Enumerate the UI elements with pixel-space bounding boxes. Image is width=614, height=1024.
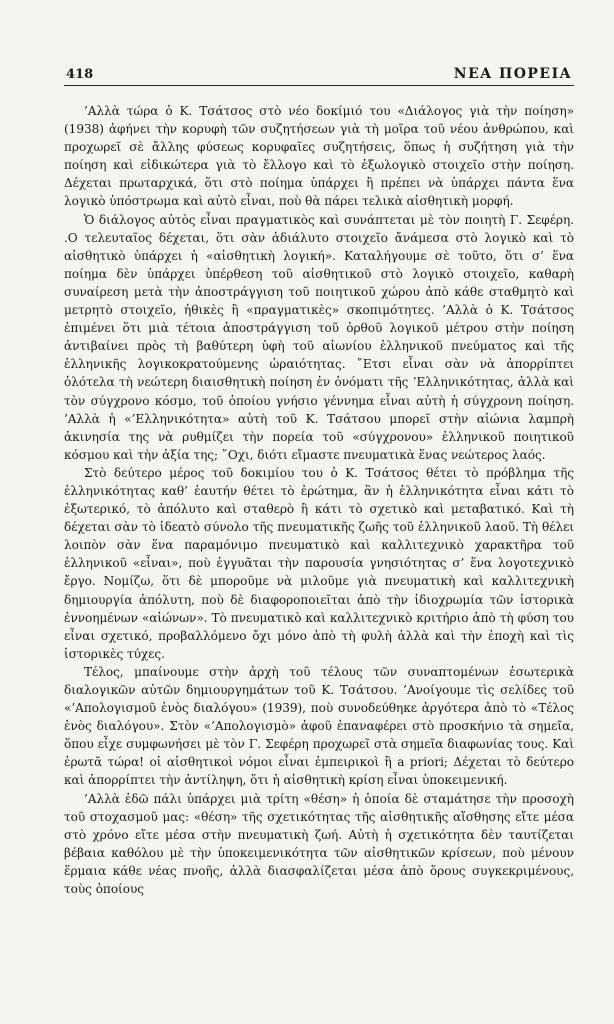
page-number: 418 [66,67,94,82]
article-body [64,102,574,898]
paragraph: Στὸ δεύτερο μέρος τοῦ δοκιμίου του ὁ Κ. Τσάτσος θέτει τὸ πρόβλημα τῆς ἑλληνικότητας καθ’ ἑαυτήν θέτει τὸ ἐρώτημα, ἂν ἡ ἑλληνικότητα εἶναι κάτι τὸ ἐξωτερικό, τὸ ἀπόλυτο καὶ σταθερὸ ἢ κάτι τὸ σχετικὸ καὶ μεταβατικό. Καὶ τὴ δέχεται σὰν τὸ ἰδεατὸ σύνολο τῆς πνευματικῆς ζωῆς τοῦ ἑλληνικοῦ λαοῦ. Τὴ θέλει λοιπὸν σὰν ἕνα παραμόνιμο πνευματικὸ καὶ καλλιτεχνικὸ χαρακτῆρα τοῦ ἑλληνικοῦ «εἶναι», ποὺ ἐγγυᾶται τὴν παρουσία γνησιότητας σ’ ἕνα λογοτεχνικὸ ἔργο. Νομίζω, ὅτι δὲ μποροῦμε νὰ μιλοῦμε γιὰ πνευματικὴ καὶ καλλιτεχνικὴ δημιουργία ἀπόλυτη, ποὺ δὲ διαφοροποιεῖται ἀπὸ τὴν ἰδιοχρωμία τῶν ἱστορικὰ ἐννοημένων «αἰώνων». Τὸ πνευματικὸ καὶ καλλιτεχνικὸ κριτήριο ἀπὸ τὴ φύση του εἶναι σχετικό, προβαλλόμενο ὄχι μόνο ἀπὸ τὴ φυλὴ ἀλλὰ καὶ τὴν ἐποχὴ καὶ τὶς ἱστορικὲς τύχες. [64,465,574,661]
journal-title: ΝΕΑ ΠΟΡΕΙΑ [453,66,572,82]
paragraph: Τέλος, μπαίνουμε στὴν ἀρχὴ τοῦ τέλους τῶν συναπτομένων ἐσωτερικὰ διαλογικῶν αὐτῶν δημιουργημάτων τοῦ Κ. Τσάτσου. ’Ανοίγουμε τὶς σελίδες τοῦ «’Απολογισμοῦ ἑνὸς διαλόγου» (1939), ποὺ συνοδεύθηκε ἀργότερα ἀπὸ τὸ «Τέλος ἑνὸς διαλόγου». Στὸν «’Απολογισμὸ» ἀφοῦ ἐπαναφέρει στὸ προσκήνιο τὰ σημεῖα, ὅπου εἶχε συμφωνήσει μὲ τὸν Γ. Σεφέρη προχωρεῖ στὰ σημεῖα διαφωνίας τους. Καὶ ἐρωτᾶ τώρα! οἱ αἰσθητικοὶ νόμοι εἶναι ἐμπειρικοὶ ἢ a priori; Δέχεται τὸ δεύτερο καὶ ἀπορρίπτει τὴν ἀντίληψη, ὅτι ἡ αἰσθητικὴ κρίση εἶναι ὑποκειμενική. [64,664,574,788]
paragraph: ’Αλλὰ ἐδῶ πάλι ὑπάρχει μιὰ τρίτη «θέση» ἡ ὁποία δὲ σταμάτησε τὴν προσοχὴ τοῦ στοχασμοῦ μας: «θέση» τῆς σχετικότητας τῆς αἰσθητικῆς αἴσθησης εἴτε μέσα στὸ χρόνο εἴτε μέσα στὴν πνευματικὴ ζωή. Αὐτὴ ἡ σχετικότητα δὲν ταυτίζεται βέβαια καθόλου μὲ τὴν ὑποκειμενικότητα τῶν αἰσθητικῶν κρίσεων, ποὺ μένουν ἕρμαια κάθε νέας πνοῆς, ἀλλὰ διασφαλίζεται μέσα ἀπὸ ὅρους συγκεκριμένους, τοὺς ὁποίους [64,791,574,897]
document-page [64,66,574,1016]
paragraph: ’Αλλὰ τώρα ὁ Κ. Τσάτσος στὸ νέο δοκίμιό του «Διάλογος γιὰ τὴν ποίηση» (1938) ἀφήνει τὴν κορυφὴ τῶν συζητήσεων γιὰ τὴ μοῖρα τοῦ νέου ἀνθρώπου, καὶ προχωρεῖ σὲ ἄλλης φύσεως κορυφαῖες συζητήσεις, ὅπως ἡ συζήτηση γιὰ τὴν ποίηση καὶ εἰδικώτερα γιὰ τὸ ἔλλογο καὶ τὸ ἐξωλογικὸ στοιχεῖο στὴν ποίηση. Δέχεται πρωταρχικά, ὅτι στὸ ποίημα ὑπάρχει ἢ πρέπει νὰ ὑπάρχει πάντα ἕνα λογικὸ ὑπόστρωμα καὶ αὐτὸ εἶναι, ποὺ θὰ πάρει τελικὰ αἰσθητικὴ μορφή. [64,104,574,209]
running-header [64,66,574,86]
paragraph: Ὁ διάλογος αὐτὸς εἶναι πραγματικὸς καὶ συνάπτεται μὲ τὸν ποιητὴ Γ. Σεφέρη. .Ο τελευταῖος δέχεται, ὅτι σὰν ἀδιάλυτο στοιχεῖο ἄνάμεσα στὸ λογικὸ καὶ τὸ αἰσθητικὸ ὑπάρχει ἡ «αἰσθητικὴ λογική». Καταλήγουμε σὲ τοῦτο, ὅτι σ’ ἕνα ποίημα δὲν ὑπάρχει ὑπέρθεση τοῦ αἰσθητικοῦ στὸ λογικὸ στοιχεῖο, καθαρὴ συναίρεση μετὰ τὴν ἀποστράγγιση τοῦ ποιητικοῦ χώρου ἀπὸ κάθε σταθμητὸ καὶ μετρητὸ στοιχεῖο, ἠθικὲς ἢ «πραγματικὲς» σκοπιμότητες. ’Αλλὰ ὁ Κ. Τσάτσος ἐπιμένει ὅτι μιὰ τέτοια ἀποστράγγιση τοῦ ὀρθοῦ λογικοῦ μέτρου στὴν ποίηση ἀντιβαίνει πρὸς τὴ βαθύτερη ὑφὴ τοῦ αἰωνίου ἑλληνικοῦ πνεύματος καὶ τῆς ἑλληνικῆς λογικοκρατούμενης ὡραιότητας. ῎Ετσι εἶναι σὰν νὰ ἀπορρίπτει ὁλότελα τὴ νεώτερη διαισθητικὴ ποίηση ἐν ὀνόματι τῆς ’Ελληνικότητας, ἀλλὰ καὶ τὸν σύγχρονο κόσμο, τοῦ ὁποίου γνήσιο γέννημα εἶναι αὐτὴ ἡ σύγχρονη ποίηση. ’Αλλὰ ἡ «’Ελληνικότητα» αὐτὴ τοῦ Κ. Τσάτσου μπορεῖ στὴν αἰώνια λαμπρὴ ἀκινησία της νὰ ρυθμίζει τὴν πορεία τοῦ «σύγχρονου» ἑλληνικοῦ ποιητικοῦ κόσμου καὶ τὴν ἀξία της; ῎Οχι, διότι εἴμαστε πνευματικὰ ἕνας νεώτερος λαός. [64,212,574,462]
